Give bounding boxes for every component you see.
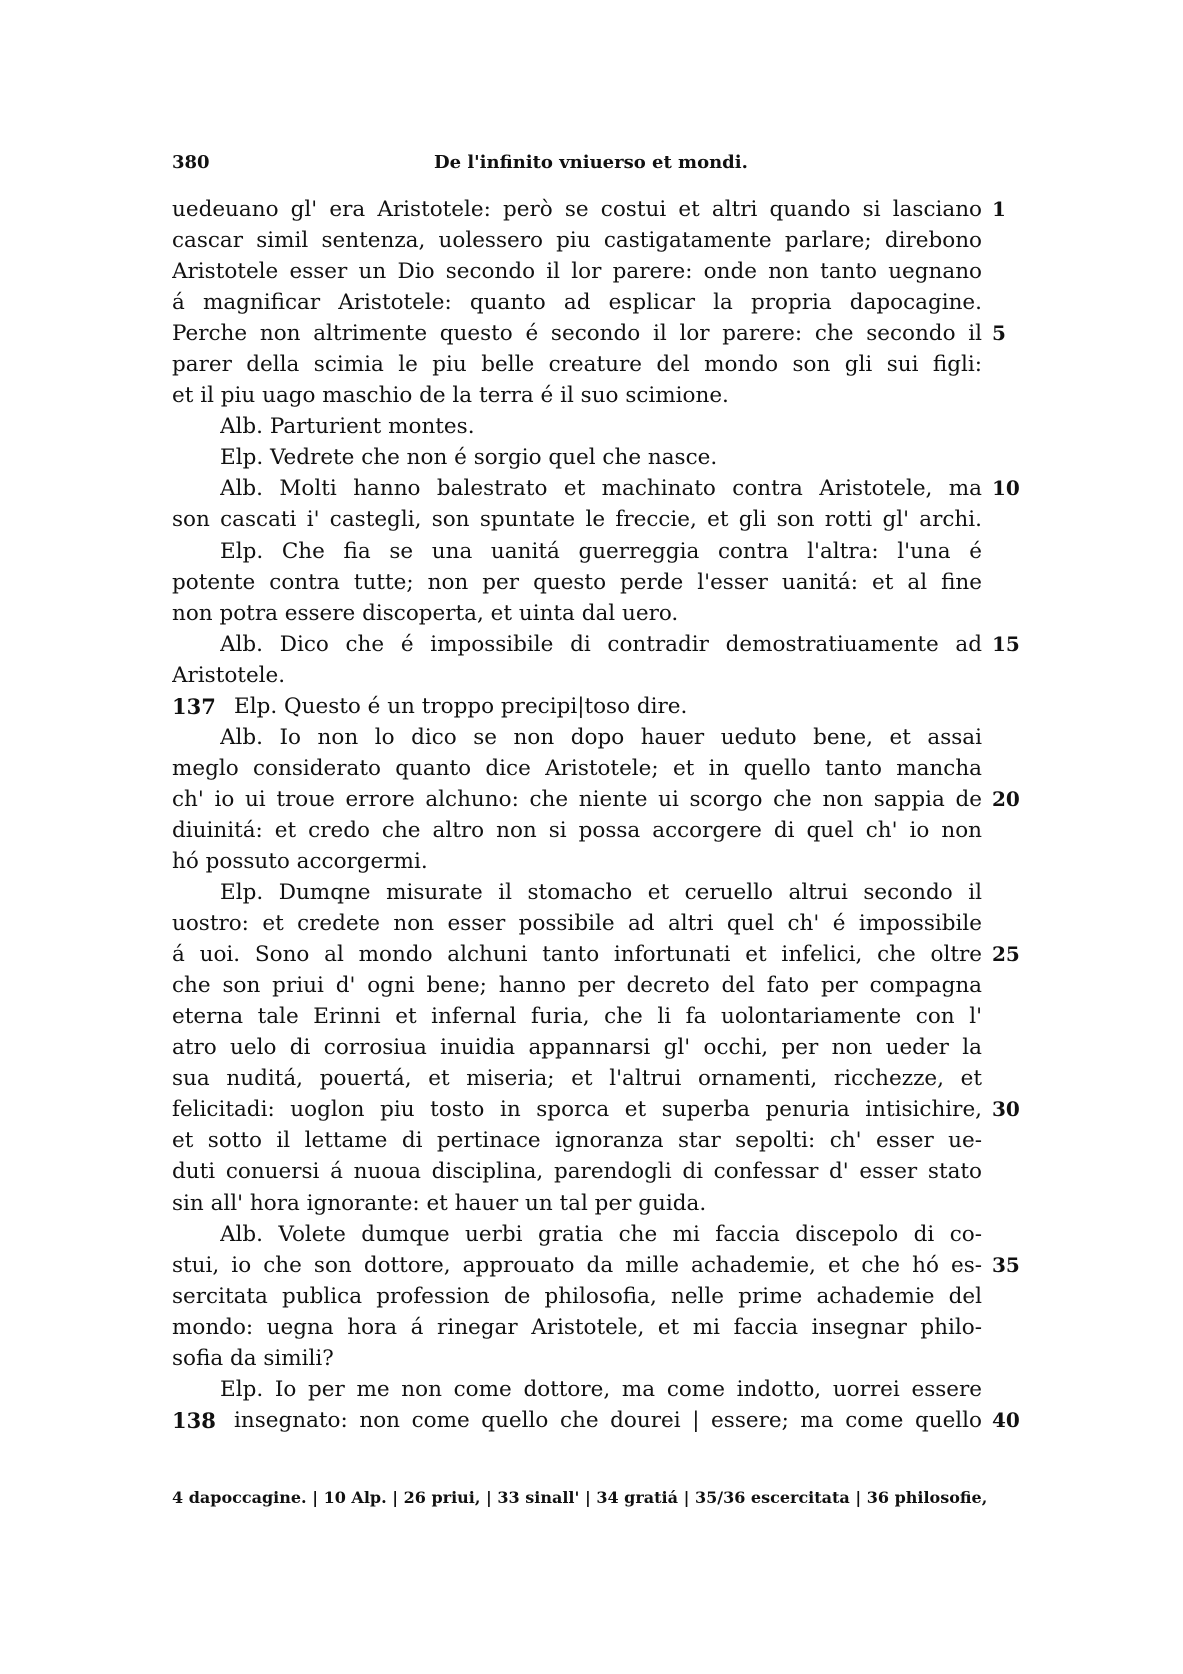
line-text: eterna tale Erinni et infernal furia, che li fa uolontariamente con l' [172, 1004, 982, 1030]
text-line [172, 287, 1032, 318]
text-line [172, 598, 1032, 629]
text-line [172, 380, 1032, 411]
line-text: cascar simil sentenza, uolessero piu castigatamente parlare; direbono [172, 228, 982, 254]
text-line [172, 567, 1032, 598]
line-text: meglo considerato quanto dice Aristotele; et in quello tanto mancha [172, 755, 982, 781]
text-line [172, 970, 1032, 1001]
critical-apparatus: 4 dapoccagine. | 10 Alp. | 26 priui, | 33 sinall' | 34 gratiá | 35/36 escercitata | 36 philosofie, [172, 1488, 988, 1507]
text-line [172, 722, 1032, 753]
line-number: 40 [992, 1407, 1020, 1432]
line-text: uedeuano gl' era Aristotele: però se costui et altri quando si lasciano [172, 197, 982, 222]
text-line [172, 1219, 1032, 1250]
text-line [172, 411, 1032, 442]
text-line [172, 784, 1032, 815]
running-title: De l'infinito vniuerso et mondi. [434, 152, 748, 173]
line-text: Perche non altrimente questo é secondo il lor parere: che secondo il [172, 321, 982, 347]
line-text: ch' io ui troue errore alchuno: che niente ui scorgo che non sappia de [172, 786, 982, 812]
text-line [172, 1125, 1032, 1156]
running-header [172, 152, 1008, 182]
text-line [172, 1094, 1032, 1125]
line-text: Elp. Questo é un troppo precipi|toso dire. [234, 693, 688, 719]
line-text: atro uelo di corrosiua inuidia appannarsi gl' occhi, per non ueder la [172, 1035, 982, 1061]
line-text: Alb. Molti hanno balestrato et machinato contra Aristotele, ma [220, 476, 982, 502]
text-line [172, 536, 1032, 567]
line-text: sercitata publica profession de philosofia, nelle prime achademie del [172, 1283, 982, 1309]
text-line [172, 629, 1032, 660]
line-text: Elp. Vedrete che non é sorgio quel che nasce. [220, 445, 718, 471]
text-line [172, 256, 1032, 287]
text-line [172, 1188, 1032, 1219]
line-text: Alb. Volete dumque uerbi gratia che mi faccia discepolo di co- [220, 1221, 982, 1247]
line-text: non potra essere discoperta, et uinta dal uero. [172, 600, 679, 626]
text-line [172, 504, 1032, 535]
line-text: Aristotele esser un Dio secondo il lor parere: onde non tanto uegnano [172, 259, 982, 285]
margin-reference: 138 [172, 1407, 216, 1433]
margin-reference: 137 [172, 693, 216, 719]
line-text: parer della scimia le piu belle creature del mondo son gli sui figli: [172, 352, 982, 378]
text-line [172, 908, 1032, 939]
line-number: 35 [992, 1252, 1020, 1277]
text-line [172, 846, 1032, 877]
line-number: 25 [992, 942, 1020, 967]
text-line [172, 194, 1032, 225]
text-line [172, 473, 1032, 504]
line-text: diuinitá: et credo che altro non si possa accorgere di quel ch' io non [172, 817, 982, 843]
line-text: potente contra tutte; non per questo perde l'esser uanitá: et al fine [172, 569, 982, 595]
line-text: Aristotele. [172, 662, 286, 688]
line-number: 15 [992, 631, 1020, 656]
line-text: sua nuditá, pouertá, et miseria; et l'altrui ornamenti, ricchezze, et [172, 1066, 982, 1092]
text-line [172, 1156, 1032, 1187]
line-text: Elp. Io per me non come dottore, ma come indotto, uorrei essere [220, 1376, 982, 1402]
text-line [172, 1343, 1032, 1374]
line-number: 1 [992, 197, 1006, 221]
line-text: á uoi. Sono al mondo alchuni tanto infortunati et infelici, che oltre [172, 942, 982, 968]
text-line [172, 877, 1032, 908]
line-text: Elp. Che fia se una uanitá guerreggia contra l'altra: l'una é [220, 538, 982, 564]
line-text: insegnato: non come quello che dourei | essere; ma come quello [234, 1407, 982, 1433]
page-number: 380 [172, 152, 210, 173]
line-text: felicitadi: uoglon piu tosto in sporca et superba penuria intisichire, [172, 1097, 982, 1123]
line-text: Alb. Parturient montes. [220, 414, 475, 440]
text-line [172, 815, 1032, 846]
line-number: 20 [992, 786, 1020, 811]
line-text: duti conuersi á nuoua disciplina, parendogli di confessar d' esser stato [172, 1159, 982, 1185]
line-text: Alb. Io non lo dico se non dopo hauer ueduto bene, et assai [220, 724, 982, 750]
text-line [172, 691, 1032, 722]
line-text: mondo: uegna hora á rinegar Aristotele, et mi faccia insegnar philo- [172, 1314, 982, 1340]
text-line [172, 1312, 1032, 1343]
line-text: son cascati i' castegli, son spuntate le freccie, et gli son rotti gl' archi. [172, 507, 982, 533]
line-text: á magnificar Aristotele: quanto ad esplicar la propria dapocagine. [172, 290, 982, 316]
line-number: 30 [992, 1097, 1020, 1122]
line-number: 5 [992, 321, 1006, 346]
line-text: uostro: et credete non esser possibile ad altri quel ch' é impossibile [172, 911, 982, 937]
text-line [172, 753, 1032, 784]
line-text: sin all' hora ignorante: et hauer un tal per guida. [172, 1190, 707, 1216]
text-line [172, 442, 1032, 473]
line-text: stui, io che son dottore, approuato da mille achademie, et che hó es- [172, 1252, 982, 1278]
text-line [172, 660, 1032, 691]
text-line [172, 318, 1032, 349]
line-text: che son priui d' ogni bene; hanno per decreto del fato per compagna [172, 973, 982, 999]
line-text: Alb. Dico che é impossibile di contradir demostratiuamente ad [220, 631, 982, 657]
text-line [172, 1063, 1032, 1094]
text-line [172, 1032, 1032, 1063]
text-line [172, 1250, 1032, 1281]
text-line [172, 1281, 1032, 1312]
line-text: Elp. Dumqne misurate il stomacho et ceruello altrui secondo il [220, 880, 982, 906]
line-text: hó possuto accorgermi. [172, 848, 428, 874]
text-line [172, 1405, 1032, 1436]
text-line [172, 349, 1032, 380]
text-line [172, 1001, 1032, 1032]
line-text: et il piu uago maschio de la terra é il suo scimione. [172, 383, 729, 409]
text-line [172, 1374, 1032, 1405]
line-text: et sotto il lettame di pertinace ignoranza star sepolti: ch' esser ue- [172, 1128, 982, 1154]
main-text [172, 194, 1032, 1436]
line-number: 10 [992, 476, 1020, 501]
line-text: sofia da simili? [172, 1345, 334, 1371]
text-line [172, 939, 1032, 970]
text-line [172, 225, 1032, 256]
